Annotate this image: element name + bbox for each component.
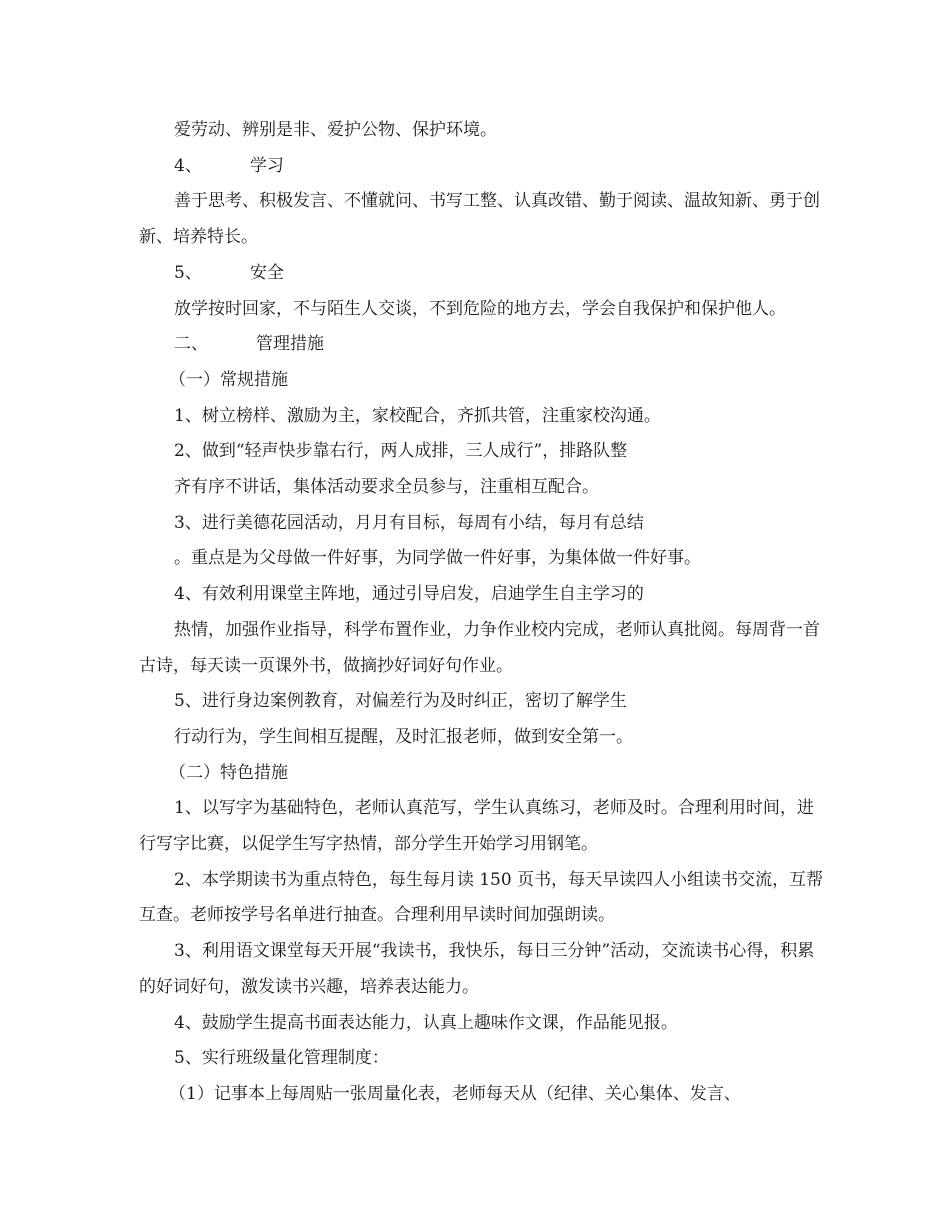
text-line: 4、有效利用课堂主阵地，通过引导启发，启迪学生自主学习的 — [174, 584, 644, 605]
paragraph — [139, 613, 829, 684]
section-heading — [139, 327, 829, 363]
text-line: 3、进行美德花园活动，月月有目标，每周有小结，每月有总结 — [174, 512, 644, 533]
paragraph — [139, 791, 829, 862]
paragraph — [139, 1077, 829, 1113]
paragraph — [139, 720, 829, 756]
text-line: （一）常规措施 — [169, 369, 288, 390]
heading-number: 5、 — [174, 262, 202, 283]
text-line: 热情，加强作业指导，科学布置作业，力争作业校内完成，老师认真批阅。每周背一首古诗，每天读一页课外书，做摘抄好词好句作业。 — [139, 619, 820, 676]
text-line: 3、利用语文课堂每天开展“我读书，我快乐，每日三分钟”活动，交流读书心得，积累的好词好句，激发读书兴趣，培养表达能力。 — [139, 941, 815, 997]
paragraph — [139, 399, 829, 435]
subsection-heading — [139, 363, 829, 399]
text-line: 2、做到“轻声快步靠右行，两人成排，三人成行”，排路队整 — [174, 441, 628, 462]
text-line: 行动行为，学生间相互提醒，及时汇报老师，做到安全第一。 — [174, 726, 633, 747]
text-line: 5、进行身边案例教育，对偏差行为及时纠正，密切了解学生 — [174, 691, 627, 712]
subsection-heading — [139, 756, 829, 792]
text-line: 放学按时回家，不与陌生人交谈，不到危险的地方去，学会自我保护和保护他人。 — [174, 298, 786, 319]
text-line: 善于思考、积极发言、不懂就问、书写工整、认真改错、勤于阅读、温故知新、勇于创新、培养特长。 — [139, 191, 820, 248]
paragraph — [139, 541, 829, 577]
text-line: 齐有序不讲话，集体活动要求全员参与，注重相互配合。 — [174, 477, 599, 498]
text-line: （二）特色措施 — [169, 762, 288, 783]
paragraph — [139, 292, 829, 328]
text-line: 5、实行班级量化管理制度： — [174, 1048, 389, 1069]
text-line: 1、树立榜样、激励为主，家校配合，齐抓共管，注重家校沟通。 — [174, 405, 661, 426]
heading-title: 管理措施 — [256, 334, 324, 355]
paragraph — [139, 113, 829, 149]
text-line: 2、本学期读书为重点特色，每生每月读 150 页书，每天早读四人小组读书交流，互帮互查。老师按学号名单进行抽查。合理利用早读时间加强朗读。 — [139, 869, 824, 926]
paragraph — [139, 184, 829, 255]
paragraph — [139, 863, 829, 934]
paragraph — [139, 434, 829, 470]
text-line: 。重点是为父母做一件好事，为同学做一件好事，为集体做一件好事。 — [174, 548, 701, 569]
paragraph — [139, 470, 829, 506]
paragraph — [139, 1041, 829, 1077]
section-heading — [139, 256, 829, 292]
heading-title: 安全 — [249, 262, 284, 283]
text-line: （1）记事本上每周贴一张周量化表，老师每天从（纪律、关心集体、发言、 — [169, 1083, 741, 1104]
paragraph — [139, 1006, 829, 1042]
section-heading — [139, 149, 829, 185]
text-line: 爱劳动、辨别是非、爱护公物、保护环境。 — [174, 120, 497, 140]
text-line: 4、鼓励学生提高书面表达能力，认真上趣味作文课，作品能见报。 — [174, 1012, 678, 1033]
paragraph — [139, 577, 829, 613]
paragraph — [139, 506, 829, 542]
text-line: 1、以写字为基础特色，老师认真范写，学生认真练习，老师及时。合理利用时间，进行写字比赛，以促学生写字热情，部分学生开始学习用钢笔。 — [139, 798, 814, 855]
paragraph — [139, 934, 829, 1005]
paragraph — [139, 684, 829, 720]
heading-number: 4、 — [174, 155, 202, 176]
heading-number: 二、 — [174, 334, 208, 355]
document-body — [139, 113, 829, 1113]
heading-title: 学习 — [249, 155, 284, 176]
